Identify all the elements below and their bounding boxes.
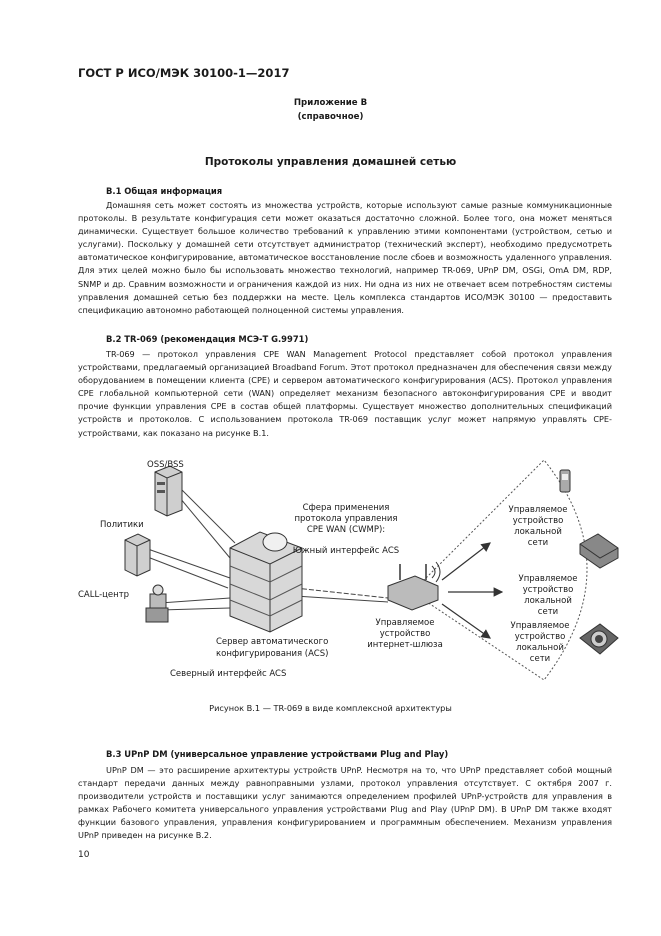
label-device-1b: устройство (512, 516, 564, 526)
section-heading-b2: B.2 TR-069 (рекомендация МСЭ-T G.9971) (106, 334, 309, 344)
camera-device-icon (580, 624, 618, 654)
arrow-to-device-1 (442, 543, 490, 580)
phone-device-icon (560, 470, 570, 492)
label-call: CALL-центр (78, 590, 130, 600)
label-device-2b: устройство (522, 585, 574, 595)
section-heading-b3: B.3 UPnP DM (универсальное управление устройствами Plug and Play) (106, 749, 449, 759)
label-oss: OSS/BSS (147, 460, 184, 470)
label-south: Южный интерфейс ACS (292, 546, 400, 556)
label-device-1c: локальной (514, 527, 562, 537)
paragraph: UPnP DM — это расширение архитектуры устройств UPnP. Несмотря на то, что UPnP представляет собой мощный стандарт передачи данных между равноправными узлами, протокол управления отсутствует. С октября 2007 г. производители устройств и поставщики услуг занимаются определением профилей UPnP-устройств для управления в рамках Рабочего комитета универсального управления устройствами Plug and Play (UPnP DM). В UPnP DM также входят функции базового управления, управления конфигурированием и программным обеспечением. Механизм управления UPnP приведен на рисунке B.2. (78, 765, 612, 841)
label-acs-2: конфигурирования (ACS) (216, 649, 329, 659)
gateway-router-icon (388, 562, 440, 610)
section-heading-b1: B.1 Общая информация (106, 186, 223, 196)
section-text-b3 (78, 764, 612, 843)
annex-title: Приложение B (293, 98, 368, 108)
label-north: Северный интерфейс ACS (170, 669, 287, 679)
acs-server-icon (230, 532, 302, 632)
paragraph: Домашняя сеть может состоять из множества устройств, которые используют самые разные коммуникационные протоколы. В результате конфигурация сети может оказаться достаточно сложной. Более того, она может меняться динамически. Существует большое количество требований к управлению этими компонентами (устройством, сетью и услугами). Поскольку у домашней сети отсутствует администратор (технический эксперт), необходимо предусмотреть автоматическое конфигурирование, автоматическое восстановление после сбоев и возможность удаленного управления. Для этих целей можно было бы использовать множество технологий, например TR-069, UPnP DM, OSGi, OmA DM, RDP, SNMP и др. Сравним возможности и ограничения каждой из них. Ни одна из них не отвечает всем потребностям системы управления домашней сетью без поддержки на месте. Цель комплекса стандартов ИСО/МЭК 30100 — предоставить спецификацию автономно работающей полноценной системы управления. (78, 200, 612, 315)
label-gw-3: интернет-шлюза (367, 640, 443, 650)
label-device-3c: локальной (516, 643, 564, 653)
policies-server-icon (125, 534, 150, 576)
label-device-3b: устройство (514, 632, 566, 642)
label-device-3d: сети (529, 654, 551, 664)
main-title: Протоколы управления домашней сетью (204, 156, 457, 168)
oss-server-icon (155, 466, 182, 516)
label-device-2a: Управляемое (518, 574, 578, 584)
label-acs-1: Сервер автоматического (216, 637, 329, 647)
label-scope-2: протокола управления (294, 514, 398, 524)
arrow-to-device-3 (442, 604, 490, 638)
label-policies: Политики (100, 520, 144, 530)
settop-box-icon (580, 534, 618, 568)
label-device-1d: сети (527, 538, 549, 548)
figure-caption: Рисунок B.1 — TR-069 в виде комплексной архитектуры (209, 703, 452, 713)
section-text-b2 (78, 348, 612, 440)
label-device-2c: локальной (524, 596, 572, 606)
paragraph: TR-069 — протокол управления CPE WAN Management Protocol представляет собой протокол управления устройствами, предлагаемый организацией Broadband Forum. Этот протокол предназначен для обеспечения связи между оборудованием в помещении клиента (CPE) и сервером автоматического конфигурирования (ACS). Протокол управления CPE глобальной компьютерной сети (WAN) определяет механизм безопасного автоконфигурирования CPE и вводит прочие функции управления CPE в состав общей платформы. Существует множество дополнительных спецификаций устройств и протоколов. С использованием протокола TR-069 поставщик услуг может напрямую управлять CPE-устройствами, как показано на рисунке B.1. (78, 349, 612, 438)
label-device-3a: Управляемое (510, 621, 570, 631)
annex-subtitle: (справочное) (297, 112, 364, 122)
section-text-b1 (78, 199, 612, 317)
label-device-2d: сети (537, 607, 559, 617)
page-number: 10 (78, 850, 90, 860)
label-gw-2: устройство (379, 629, 431, 639)
figure-tr069-architecture (70, 448, 650, 688)
label-scope-3: CPE WAN (CWMP): (306, 525, 386, 535)
label-scope-1: Сфера применения (302, 503, 390, 513)
annex-heading (0, 96, 661, 124)
label-device-1a: Управляемое (508, 505, 568, 515)
label-gw-1: Управляемое (375, 618, 435, 628)
document-header: ГОСТ Р ИСО/МЭК 30100-1—2017 (78, 66, 290, 80)
call-center-icon (146, 585, 168, 622)
